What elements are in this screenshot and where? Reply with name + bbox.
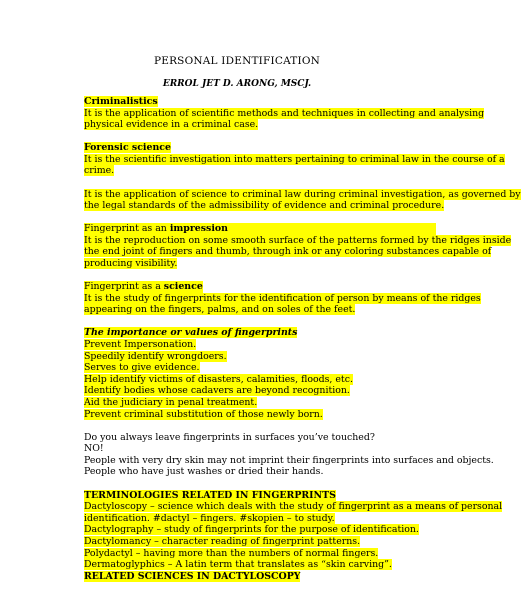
text-line: Dactylomancy – character reading of fingerprint patterns. (84, 535, 361, 547)
heading-terminologies: TERMINOLOGIES RELATED IN FINGERPRINTS (84, 489, 336, 501)
heading-related-sciences: RELATED SCIENCES IN DACTYLOSCOPY (84, 570, 301, 582)
section-forensic-definition-2 (84, 188, 521, 212)
text-line: People who have just washes or dried their hands. (84, 466, 324, 478)
text-line: It is the study of fingerprints for the identification of person by means of the ridges (84, 292, 481, 304)
text-line: Polydactyl – having more than the numbers of normal fingers. (84, 547, 379, 559)
text-line: Dactyloscopy – science which deals with the study of fingerprint as a means of personal (84, 501, 503, 513)
text-line: Dermatoglyphics – A latin term that translates as “skin carving”. (84, 559, 392, 571)
section-criminalistics (84, 96, 485, 131)
text-line: crime. (84, 165, 115, 177)
section-forensic-science (84, 142, 505, 177)
document-title: PERSONAL IDENTIFICATION (153, 55, 321, 67)
text-line: People with very dry skin may not imprint their fingerprints into surfaces and objects. (84, 454, 494, 466)
list-item: Serves to give evidence. (84, 362, 200, 374)
document-author: ERROL JET D. ARONG, MSCJ. (162, 79, 312, 89)
list-item: Help identify victims of disasters, calamities, floods, etc. (84, 373, 353, 385)
heading-prefix: Fingerprint as an (84, 223, 170, 235)
list-item: Aid the judiciary in penal treatment. (84, 396, 258, 408)
section-importance (84, 327, 436, 420)
section-fingerprint-impression (84, 223, 512, 270)
heading-forensic-science: Forensic science (84, 142, 171, 154)
text-line: appearing on the fingers, palms, and on soles of the feet. (84, 304, 356, 316)
heading-prefix: Fingerprint as a (84, 281, 164, 293)
list-item: Prevent Impersonation. (84, 339, 197, 350)
section-terminologies (84, 489, 503, 583)
text-line: producing visibility. (84, 258, 178, 270)
text-line: It is the application of science to criminal law during criminal investigation, as governed by (84, 188, 521, 200)
heading-term: science (163, 281, 203, 293)
text-line: physical evidence in a criminal case. (84, 119, 259, 131)
list-item: Speedily identify wrongdoers. (84, 350, 227, 362)
section-question (84, 431, 494, 478)
list-item: Prevent criminal substitution of those newly born. (84, 408, 323, 420)
text-line: identification. #dactyl – fingers. #skopien – to study. (84, 512, 335, 524)
text-line: Do you always leave fingerprints in surfaces you’ve touched? (84, 431, 375, 443)
heading-importance: The importance or values of fingerprints (84, 327, 298, 339)
heading-science (84, 281, 203, 293)
heading-impression (84, 223, 436, 235)
section-fingerprint-science (84, 281, 481, 316)
text-line: the end joint of fingers and thumb, through ink or any coloring substances capable of (84, 246, 492, 258)
text-line: the legal standards of the admissibility of evidence and criminal procedure. (84, 200, 445, 212)
text-line: It is the application of scientific methods and techniques in collecting and analysing (84, 107, 485, 119)
list-item: Identify bodies whose cadavers are beyond recognition. (84, 385, 350, 397)
text-line: It is the scientific investigation into matters pertaining to criminal law in the course of a (84, 153, 505, 165)
document-body (84, 96, 521, 584)
text-line: NO! (84, 443, 104, 455)
heading-criminalistics: Criminalistics (84, 96, 158, 107)
text-line: Dactylography – study of fingerprints for the purpose of identification. (84, 524, 419, 536)
heading-term: impression (169, 223, 228, 235)
text-line: It is the reproduction on some smooth surface of the patterns formed by the ridges inside (84, 234, 512, 246)
